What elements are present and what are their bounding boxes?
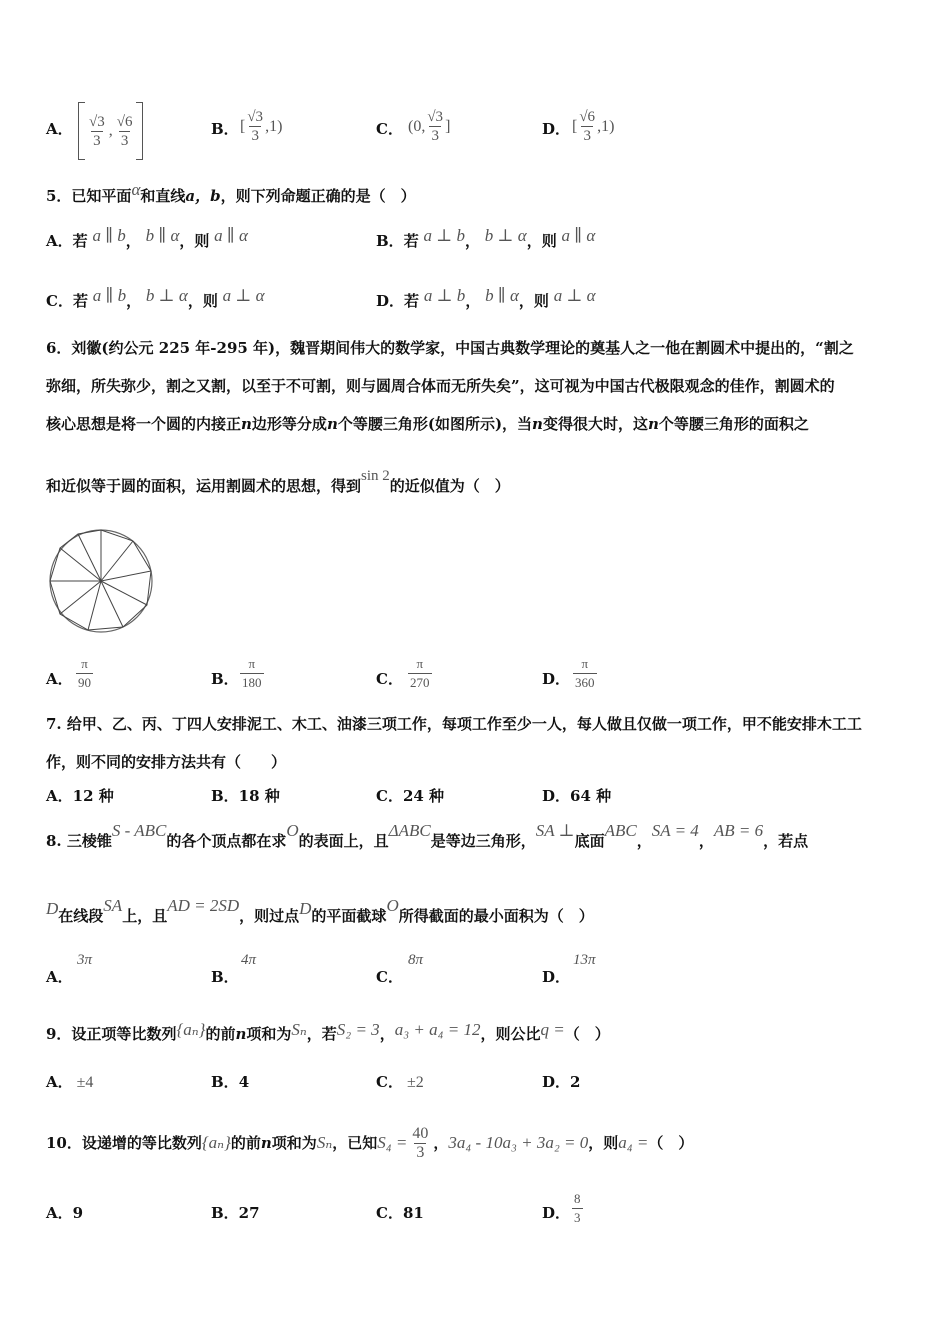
q9-option-d: D．2 — [542, 1073, 581, 1091]
q7-option-d: D．64 种 — [542, 787, 612, 805]
q9-stem: 9．设正项等比数列{aₙ}的前n项和为Sₙ，若S₂ = 3，a₃ + a₄ = 12，则公比q =（ ） — [46, 1020, 610, 1043]
q4-option-c: C． — [376, 120, 403, 138]
regular-polygon-figure — [48, 529, 156, 635]
q9-option-a: A． ±4 — [46, 1073, 94, 1091]
q8-option-c: C． — [376, 968, 403, 986]
q10-stem: 10．设递增的等比数列 {aₙ} 的前 n 项和为 Sₙ ，已知 S₄ = $\frac{40}{3}$ ， 3a₄ - 10a₃ + 3a₂ = 0 ，则 a₄ = （ ） — [46, 1124, 694, 1161]
q10-option-b: B．27 — [211, 1204, 260, 1222]
q8-option-b: B． — [211, 968, 239, 986]
q8-option-a-value: 3π — [77, 952, 93, 968]
q7-option-a: A．12 种 — [46, 787, 114, 805]
q8-option-a: A． — [46, 968, 73, 986]
q6-option-d: D． — [542, 670, 571, 688]
q4-option-a-math: $\frac{√3}{3}$ , $\frac{√6}{3}$ — [78, 102, 143, 160]
q8-option-c-value: 8π — [408, 952, 424, 968]
q6-option-a-frac: $\frac{\pi}{90}$ — [78, 656, 91, 690]
q4-option-d: D． — [542, 120, 571, 138]
q5-option-c: C．若 a ∥ b， b ⊥ α，则 a ⊥ α — [46, 286, 265, 310]
q10-option-d: D． — [542, 1204, 571, 1222]
q5-stem: 5．已知平面α和直线a，b，则下列命题正确的是（ ） — [46, 180, 416, 205]
q10-option-d-frac: $\frac{8}{3}$ — [574, 1191, 581, 1225]
q8-option-d: D． — [542, 968, 571, 986]
q6-option-a: A． — [46, 670, 73, 688]
q7-line-1: 7. 给甲、乙、丙、丁四人安排泥工、木工、油漆三项工作，每项工作至少一人，每人做且仅做一项工作，甲不能安排木工工 — [46, 715, 862, 733]
q8-option-d-value: 13π — [573, 952, 596, 968]
q4-option-d-math: [ $\frac{√6}{3}$ ,1) — [572, 109, 615, 144]
q7-line-2: 作，则不同的安排方法共有（ ） — [46, 753, 287, 771]
q6-option-c: C． — [376, 670, 403, 688]
q4-option-b-math: [ $\frac{√3}{3}$ ,1) — [240, 109, 283, 144]
q8-option-b-value: 4π — [241, 952, 257, 968]
q8-line-2: D在线段SA上，且AD = 2SD，则过点D的平面截球O所得截面的最小面积为（ ） — [46, 896, 594, 925]
q9-option-c: C． ±2 — [376, 1073, 424, 1091]
q6-line-1: 6．刘徽(约公元 225 年-295 年)，魏晋期间伟大的数学家，中国古典数学理论的奠基人之一他在割圆术中提出的，“割之 — [46, 339, 854, 357]
q4-option-b: B． — [211, 120, 239, 138]
q5-option-d: D．若 a ⊥ b， b ∥ α，则 a ⊥ α — [376, 286, 596, 310]
q8-line-1: 8. 三棱锥S - ABC的各个顶点都在求O的表面上，且ΔABC是等边三角形，SA ⊥底面ABC，SA = 4，AB = 6，若点 — [46, 821, 809, 850]
q5-option-b: B．若 a ⊥ b， b ⊥ α，则 a ∥ α — [376, 226, 596, 250]
q6-option-b-frac: $\frac{\pi}{180}$ — [242, 656, 262, 690]
q9-option-b: B．4 — [211, 1073, 250, 1091]
q7-option-b: B．18 种 — [211, 787, 280, 805]
q6-option-c-frac: $\frac{\pi}{270}$ — [410, 656, 430, 690]
q5-option-a: A．若 a ∥ b， b ∥ α，则 a ∥ α — [46, 226, 248, 250]
q7-option-c: C．24 种 — [376, 787, 445, 805]
q6-line-4: 和近似等于圆的面积，运用割圆术的思想，得到sin 2的近似值为（ ） — [46, 468, 510, 495]
q4-option-a: A． — [46, 120, 73, 138]
q4-option-c-math: (0, $\frac{√3}{3}$ ] — [408, 109, 451, 144]
q6-line-3: 核心思想是将一个圆的内接正n边形等分成n个等腰三角形(如图所示)，当n变得很大时，这n个等腰三角形的面积之 — [46, 415, 809, 433]
q10-option-a: A．9 — [46, 1204, 84, 1222]
q6-line-2: 弥细，所失弥少，割之又割，以至于不可割，则与圆周合体而无所失矣”，这可视为中国古代极限观念的佳作，割圆术的 — [46, 377, 835, 395]
q10-option-c: C．81 — [376, 1204, 424, 1222]
q6-option-d-frac: $\frac{\pi}{360}$ — [575, 656, 595, 690]
q6-option-b: B． — [211, 670, 239, 688]
